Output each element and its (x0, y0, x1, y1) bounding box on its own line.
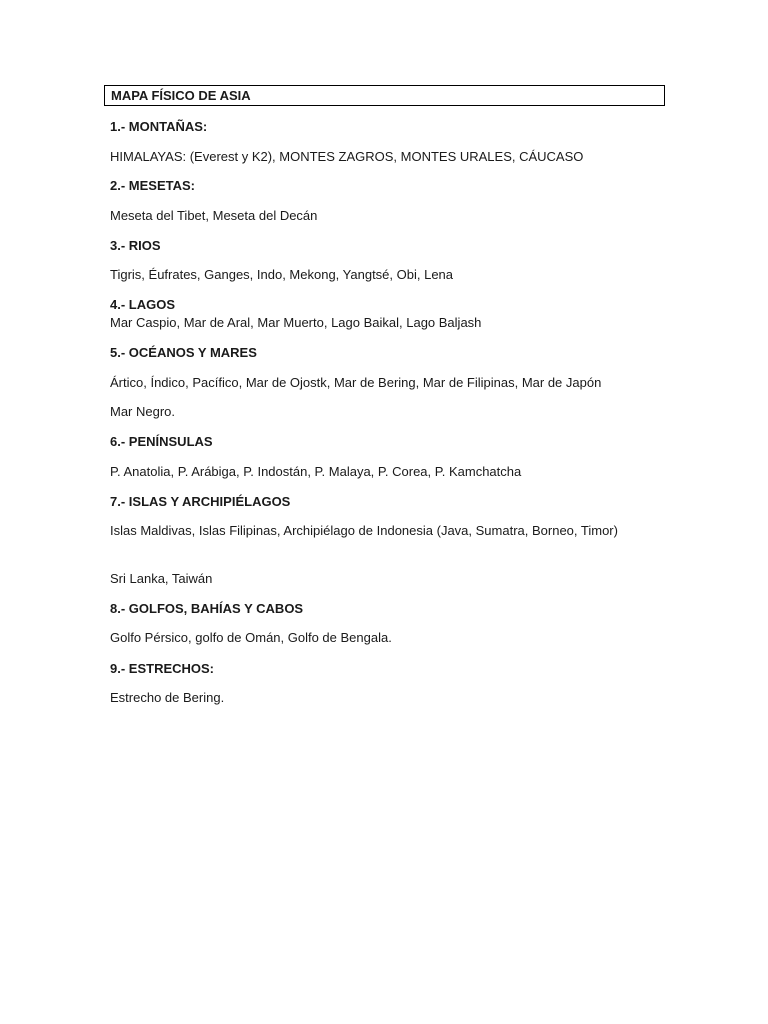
document-title: MAPA FÍSICO DE ASIA (111, 88, 251, 103)
section-heading-estrechos: 9.- ESTRECHOS: (110, 661, 215, 676)
section-text-islas-1: Islas Maldivas, Islas Filipinas, Archipiélago de Indonesia (Java, Sumatra, Borneo, Timor) (110, 523, 618, 538)
section-heading-rios: 3.- RIOS (110, 238, 161, 253)
section-heading-montanas: 1.- MONTAÑAS: (110, 119, 208, 134)
section-text-montanas: HIMALAYAS: (Everest y K2), MONTES ZAGROS, MONTES URALES, CÁUCASO (110, 149, 584, 164)
section-heading-golfos: 8.- GOLFOS, BAHÍAS Y CABOS (110, 601, 304, 616)
section-text-estrechos: Estrecho de Bering. (110, 690, 225, 705)
section-heading-islas: 7.- ISLAS Y ARCHIPIÉLAGOS (110, 494, 291, 509)
section-heading-mesetas: 2.- MESETAS: (110, 178, 195, 193)
section-heading-oceanos: 5.- OCÉANOS Y MARES (110, 345, 257, 360)
section-heading-lagos: 4.- LAGOS (110, 297, 176, 312)
section-text-mesetas: Meseta del Tibet, Meseta del Decán (110, 208, 318, 223)
section-heading-peninsulas: 6.- PENÍNSULAS (110, 434, 213, 449)
section-text-lagos: Mar Caspio, Mar de Aral, Mar Muerto, Lago Baikal, Lago Baljash (110, 315, 482, 330)
section-text-rios: Tigris, Éufrates, Ganges, Indo, Mekong, Yangtsé, Obi, Lena (110, 267, 454, 282)
section-text-peninsulas: P. Anatolia, P. Arábiga, P. Indostán, P. Malaya, P. Corea, P. Kamchatcha (110, 464, 522, 479)
section-text-golfos: Golfo Pérsico, golfo de Omán, Golfo de Bengala. (110, 630, 392, 645)
section-text-islas-2: Sri Lanka, Taiwán (110, 571, 213, 586)
section-text-oceanos-1: Ártico, Índico, Pacífico, Mar de Ojostk, Mar de Bering, Mar de Filipinas, Mar de Japón (110, 375, 602, 390)
document-title-box (104, 85, 665, 106)
section-text-oceanos-2: Mar Negro. (110, 404, 176, 419)
